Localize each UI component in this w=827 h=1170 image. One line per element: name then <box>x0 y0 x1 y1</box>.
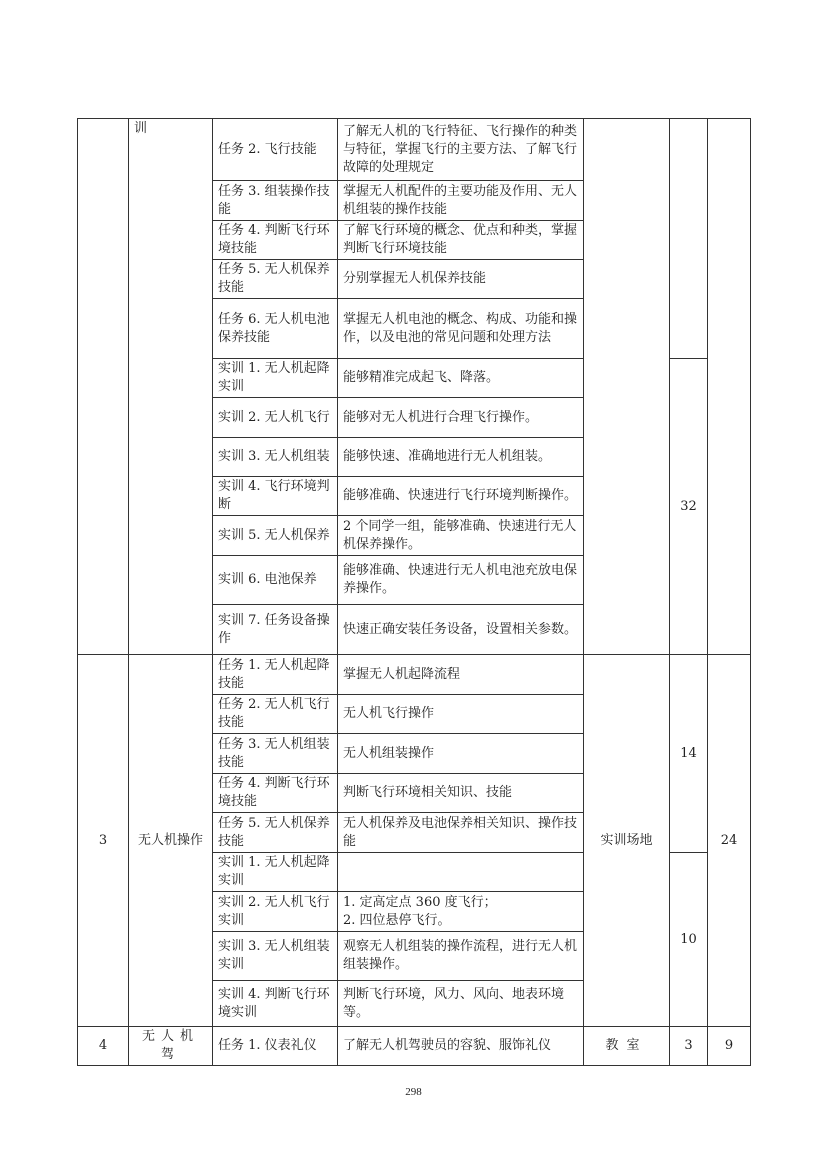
task-name: 实训 1. 无人机起降实训 <box>213 853 338 892</box>
task-content: 掌握无人机起降流程 <box>338 655 584 695</box>
task-content: 2 个同学一组，能够准确、快速进行无人机保养操作。 <box>338 516 584 556</box>
section-total: 24 <box>708 655 751 1027</box>
task-name: 任务 4. 判断飞行环境技能 <box>213 221 338 260</box>
section-total <box>708 119 751 655</box>
task-name: 实训 1. 无人机起降实训 <box>213 359 338 398</box>
task-content: 掌握无人机配件的主要功能及作用、无人机组装的操作技能 <box>338 181 584 221</box>
task-name: 任务 2. 飞行技能 <box>213 119 338 181</box>
task-name: 任务 3. 无人机组装技能 <box>213 734 338 774</box>
task-name: 实训 4. 飞行环境判断 <box>213 477 338 516</box>
task-content: 无人机飞行操作 <box>338 695 584 734</box>
task-name: 任务 5. 无人机保养技能 <box>213 813 338 853</box>
group-hours: 3 <box>670 1027 708 1066</box>
task-name: 任务 2. 无人机飞行技能 <box>213 695 338 734</box>
task-content: 能够精准完成起飞、降落。 <box>338 359 584 398</box>
task-content: 无人机保养及电池保养相关知识、操作技能 <box>338 813 584 853</box>
task-name: 实训 2. 无人机飞行实训 <box>213 892 338 932</box>
task-name: 任务 5. 无人机保养技能 <box>213 260 338 299</box>
module-name: 无人机驾 <box>129 1027 213 1066</box>
course-table <box>77 118 751 1066</box>
section-number <box>78 119 129 655</box>
task-name: 任务 1. 仪表礼仪 <box>213 1027 338 1066</box>
module-name: 无人机操作 <box>129 655 213 1027</box>
task-name: 实训 5. 无人机保养 <box>213 516 338 556</box>
section-total: 9 <box>708 1027 751 1066</box>
task-name: 任务 6. 无人机电池保养技能 <box>213 299 338 359</box>
task-name: 任务 4. 判断飞行环境技能 <box>213 774 338 813</box>
task-content: 能够准确、快速进行飞行环境判断操作。 <box>338 477 584 516</box>
group-hours: 32 <box>670 359 708 655</box>
task-content: 观察无人机组装的操作流程，进行无人机组装操作。 <box>338 932 584 981</box>
task-content: 能够对无人机进行合理飞行操作。 <box>338 398 584 438</box>
page-number: 298 <box>405 1086 422 1098</box>
task-content: 判断飞行环境，风力、风向、地表环境等。 <box>338 981 584 1027</box>
group-hours: 14 <box>670 655 708 853</box>
table-row <box>78 655 751 695</box>
task-content: 无人机组装操作 <box>338 734 584 774</box>
section-number: 3 <box>78 655 129 1027</box>
task-content: 掌握无人机电池的概念、构成、功能和操作，以及电池的常见问题和处理方法 <box>338 299 584 359</box>
module-name: 训 <box>129 119 213 655</box>
group-hours <box>670 119 708 359</box>
table-row <box>78 1027 751 1066</box>
task-name: 实训 4. 判断飞行环境实训 <box>213 981 338 1027</box>
venue: 实训场地 <box>584 655 670 1027</box>
task-name: 实训 7. 任务设备操作 <box>213 605 338 655</box>
task-name: 实训 3. 无人机组装实训 <box>213 932 338 981</box>
group-hours: 10 <box>670 853 708 1027</box>
task-content <box>338 853 584 892</box>
venue <box>584 119 670 655</box>
task-content: 快速正确安装任务设备，设置相关参数。 <box>338 605 584 655</box>
venue: 教室 <box>584 1027 670 1066</box>
table-row <box>78 119 751 181</box>
task-content: 了解飞行环境的概念、优点和种类，掌握判断飞行环境技能 <box>338 221 584 260</box>
task-content: 分别掌握无人机保养技能 <box>338 260 584 299</box>
task-name: 实训 3. 无人机组装 <box>213 438 338 477</box>
task-name: 实训 6. 电池保养 <box>213 556 338 605</box>
task-name: 任务 3. 组装操作技能 <box>213 181 338 221</box>
task-name: 任务 1. 无人机起降技能 <box>213 655 338 695</box>
task-name: 实训 2. 无人机飞行 <box>213 398 338 438</box>
task-content: 能够准确、快速进行无人机电池充放电保养操作。 <box>338 556 584 605</box>
task-content: 能够快速、准确地进行无人机组装。 <box>338 438 584 477</box>
task-content: 了解无人机的飞行特征、飞行操作的种类与特征，掌握飞行的主要方法、了解飞行故障的处理规定 <box>338 119 584 181</box>
task-content: 1. 定高定点 360 度飞行； 2. 四位悬停飞行。 <box>338 892 584 932</box>
task-content: 判断飞行环境相关知识、技能 <box>338 774 584 813</box>
task-content: 了解无人机驾驶员的容貌、服饰礼仪 <box>338 1027 584 1066</box>
section-number: 4 <box>78 1027 129 1066</box>
